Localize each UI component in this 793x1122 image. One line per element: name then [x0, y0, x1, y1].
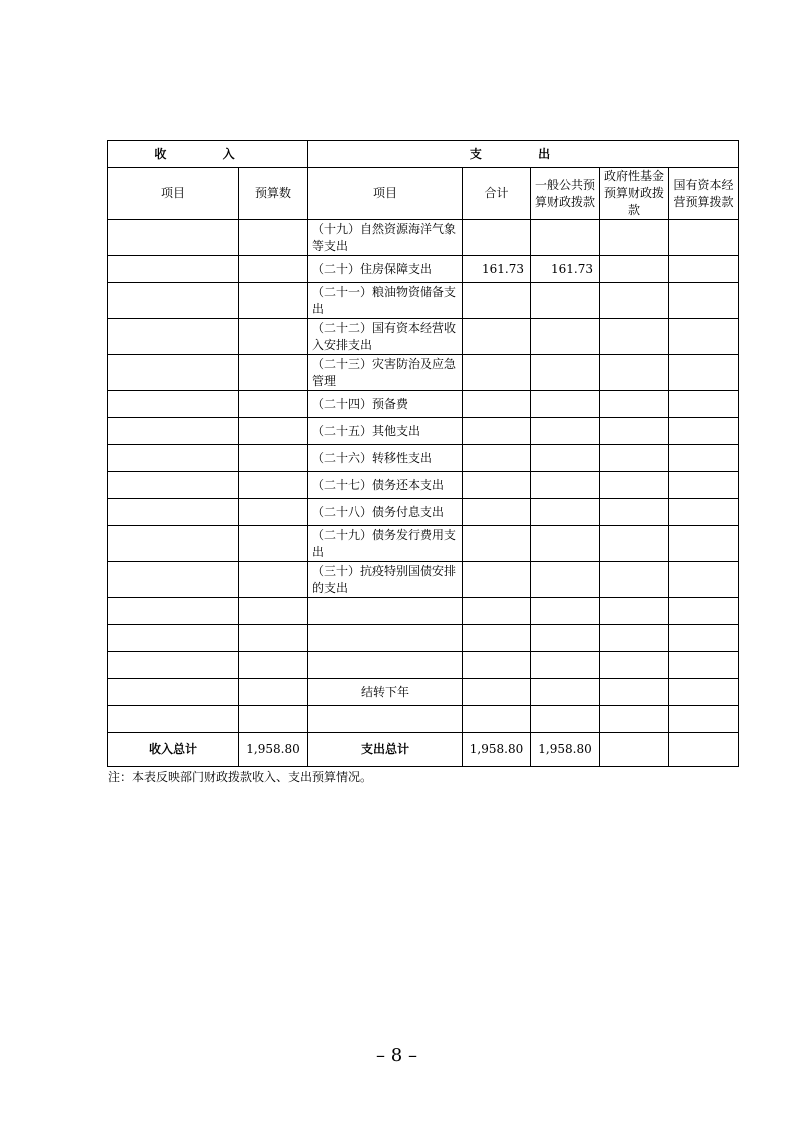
page-number: – 8 –	[376, 1045, 417, 1066]
state-capital-cell	[669, 652, 739, 679]
gov-fund-cell	[600, 499, 669, 526]
income-item-cell	[108, 625, 239, 652]
general-public-cell	[531, 652, 600, 679]
gov-fund-cell	[600, 625, 669, 652]
expense-item-cell	[308, 706, 463, 733]
general-public-cell: 161.73	[531, 256, 600, 283]
expense-item-header: 项目	[308, 168, 463, 220]
general-public-cell	[531, 472, 600, 499]
gov-fund-cell	[600, 355, 669, 391]
income-item-cell	[108, 283, 239, 319]
table-row	[108, 499, 739, 526]
general-public-cell	[531, 598, 600, 625]
gov-fund-cell	[600, 562, 669, 598]
table-row	[108, 598, 739, 625]
gov-fund-cell	[600, 256, 669, 283]
general-public-cell	[531, 499, 600, 526]
gov-fund-cell	[600, 445, 669, 472]
income-item-cell	[108, 598, 239, 625]
expense-total-cell	[463, 319, 531, 355]
income-budget-cell	[239, 652, 308, 679]
income-budget-cell	[239, 283, 308, 319]
general-public-cell	[531, 220, 600, 256]
table-row	[108, 283, 739, 319]
income-item-cell	[108, 652, 239, 679]
state-capital-cell	[669, 679, 739, 706]
table-row	[108, 562, 739, 598]
income-item-cell	[108, 319, 239, 355]
income-total-value: 1,958.80	[239, 733, 308, 767]
table-row	[108, 445, 739, 472]
state-capital-cell	[669, 418, 739, 445]
state-capital-cell	[669, 472, 739, 499]
expense-item-cell: （二十二）国有资本经营收入安排支出	[308, 319, 463, 355]
expense-item-cell: 结转下年	[308, 679, 463, 706]
expense-item-cell: （二十七）债务还本支出	[308, 472, 463, 499]
table-row	[108, 418, 739, 445]
expense-total-cell	[463, 706, 531, 733]
general-public-cell	[531, 391, 600, 418]
gov-fund-cell	[600, 706, 669, 733]
expense-total-cell	[463, 283, 531, 319]
expense-general-total-value: 1,958.80	[531, 733, 600, 767]
expense-item-cell	[308, 598, 463, 625]
gov-fund-total-cell	[600, 733, 669, 767]
state-capital-cell	[669, 625, 739, 652]
income-item-header: 项目	[108, 168, 239, 220]
table-row	[108, 679, 739, 706]
state-capital-cell	[669, 526, 739, 562]
state-capital-total-cell	[669, 733, 739, 767]
state-capital-cell	[669, 391, 739, 418]
expense-item-cell: （二十）住房保障支出	[308, 256, 463, 283]
expense-item-cell: （二十九）债务发行费用支出	[308, 526, 463, 562]
budget-table	[107, 140, 739, 767]
total-header: 合计	[463, 168, 531, 220]
gov-fund-cell	[600, 679, 669, 706]
income-total-label: 收入总计	[108, 733, 239, 767]
expense-total-cell	[463, 526, 531, 562]
expense-total-cell	[463, 445, 531, 472]
gov-fund-cell	[600, 220, 669, 256]
expense-item-cell: （二十五）其他支出	[308, 418, 463, 445]
income-section-header: 收 入	[108, 141, 308, 168]
state-capital-cell	[669, 499, 739, 526]
state-capital-cell	[669, 355, 739, 391]
state-capital-cell	[669, 283, 739, 319]
income-budget-cell	[239, 625, 308, 652]
expense-total-cell	[463, 499, 531, 526]
gov-fund-cell	[600, 472, 669, 499]
table-row	[108, 391, 739, 418]
expense-item-cell: （二十三）灾害防治及应急管理	[308, 355, 463, 391]
gov-fund-cell	[600, 652, 669, 679]
general-public-cell	[531, 445, 600, 472]
section-header-row	[108, 141, 739, 168]
general-public-cell	[531, 418, 600, 445]
expense-total-cell	[463, 418, 531, 445]
expense-item-cell: （三十）抗疫特别国债安排的支出	[308, 562, 463, 598]
table-row	[108, 625, 739, 652]
gov-fund-header: 政府性基金预算财政拨款	[600, 168, 669, 220]
income-budget-header: 预算数	[239, 168, 308, 220]
expense-total-value: 1,958.80	[463, 733, 531, 767]
table-row	[108, 220, 739, 256]
expense-total-cell	[463, 220, 531, 256]
general-public-cell	[531, 355, 600, 391]
table-row	[108, 355, 739, 391]
table-row	[108, 526, 739, 562]
totals-row	[108, 733, 739, 767]
income-budget-cell	[239, 598, 308, 625]
income-budget-cell	[239, 526, 308, 562]
table-row	[108, 652, 739, 679]
general-public-cell	[531, 283, 600, 319]
gov-fund-cell	[600, 283, 669, 319]
income-item-cell	[108, 418, 239, 445]
income-item-cell	[108, 472, 239, 499]
expense-total-cell	[463, 625, 531, 652]
state-capital-cell	[669, 445, 739, 472]
income-item-cell	[108, 679, 239, 706]
income-item-cell	[108, 706, 239, 733]
income-budget-cell	[239, 472, 308, 499]
expense-item-cell: （二十四）预备费	[308, 391, 463, 418]
general-public-cell	[531, 625, 600, 652]
income-item-cell	[108, 499, 239, 526]
income-item-cell	[108, 391, 239, 418]
expense-total-cell	[463, 679, 531, 706]
gov-fund-cell	[600, 526, 669, 562]
expense-item-cell	[308, 652, 463, 679]
state-capital-header: 国有资本经营预算拨款	[669, 168, 739, 220]
expense-item-cell: （二十八）债务付息支出	[308, 499, 463, 526]
income-item-cell	[108, 220, 239, 256]
income-budget-cell	[239, 562, 308, 598]
expense-total-cell	[463, 562, 531, 598]
general-public-cell	[531, 706, 600, 733]
table-row	[108, 706, 739, 733]
income-item-cell	[108, 256, 239, 283]
income-item-cell	[108, 526, 239, 562]
expense-section-header: 支 出	[308, 141, 739, 168]
income-budget-cell	[239, 445, 308, 472]
general-public-cell	[531, 526, 600, 562]
income-budget-cell	[239, 679, 308, 706]
general-public-cell	[531, 562, 600, 598]
expense-total-cell	[463, 355, 531, 391]
general-public-cell	[531, 319, 600, 355]
state-capital-cell	[669, 598, 739, 625]
gov-fund-cell	[600, 391, 669, 418]
gov-fund-cell	[600, 598, 669, 625]
general-public-header: 一般公共预算财政拨款	[531, 168, 600, 220]
expense-total-cell: 161.73	[463, 256, 531, 283]
state-capital-cell	[669, 256, 739, 283]
income-budget-cell	[239, 256, 308, 283]
gov-fund-cell	[600, 418, 669, 445]
column-header-row	[108, 168, 739, 220]
expense-total-label: 支出总计	[308, 733, 463, 767]
state-capital-cell	[669, 562, 739, 598]
expense-item-cell	[308, 625, 463, 652]
income-budget-cell	[239, 418, 308, 445]
income-budget-cell	[239, 391, 308, 418]
income-item-cell	[108, 562, 239, 598]
state-capital-cell	[669, 319, 739, 355]
table-row	[108, 472, 739, 499]
income-budget-cell	[239, 499, 308, 526]
table-row	[108, 319, 739, 355]
expense-total-cell	[463, 472, 531, 499]
income-budget-cell	[239, 220, 308, 256]
expense-item-cell: （十九）自然资源海洋气象等支出	[308, 220, 463, 256]
expense-item-cell: （二十一）粮油物资储备支出	[308, 283, 463, 319]
state-capital-cell	[669, 220, 739, 256]
gov-fund-cell	[600, 319, 669, 355]
expense-total-cell	[463, 652, 531, 679]
income-budget-cell	[239, 706, 308, 733]
income-item-cell	[108, 355, 239, 391]
expense-total-cell	[463, 391, 531, 418]
expense-total-cell	[463, 598, 531, 625]
income-budget-cell	[239, 355, 308, 391]
general-public-cell	[531, 679, 600, 706]
income-item-cell	[108, 445, 239, 472]
table-note: 注：本表反映部门财政拨款收入、支出预算情况。	[108, 770, 373, 784]
table-row	[108, 256, 739, 283]
expense-item-cell: （二十六）转移性支出	[308, 445, 463, 472]
state-capital-cell	[669, 706, 739, 733]
income-budget-cell	[239, 319, 308, 355]
